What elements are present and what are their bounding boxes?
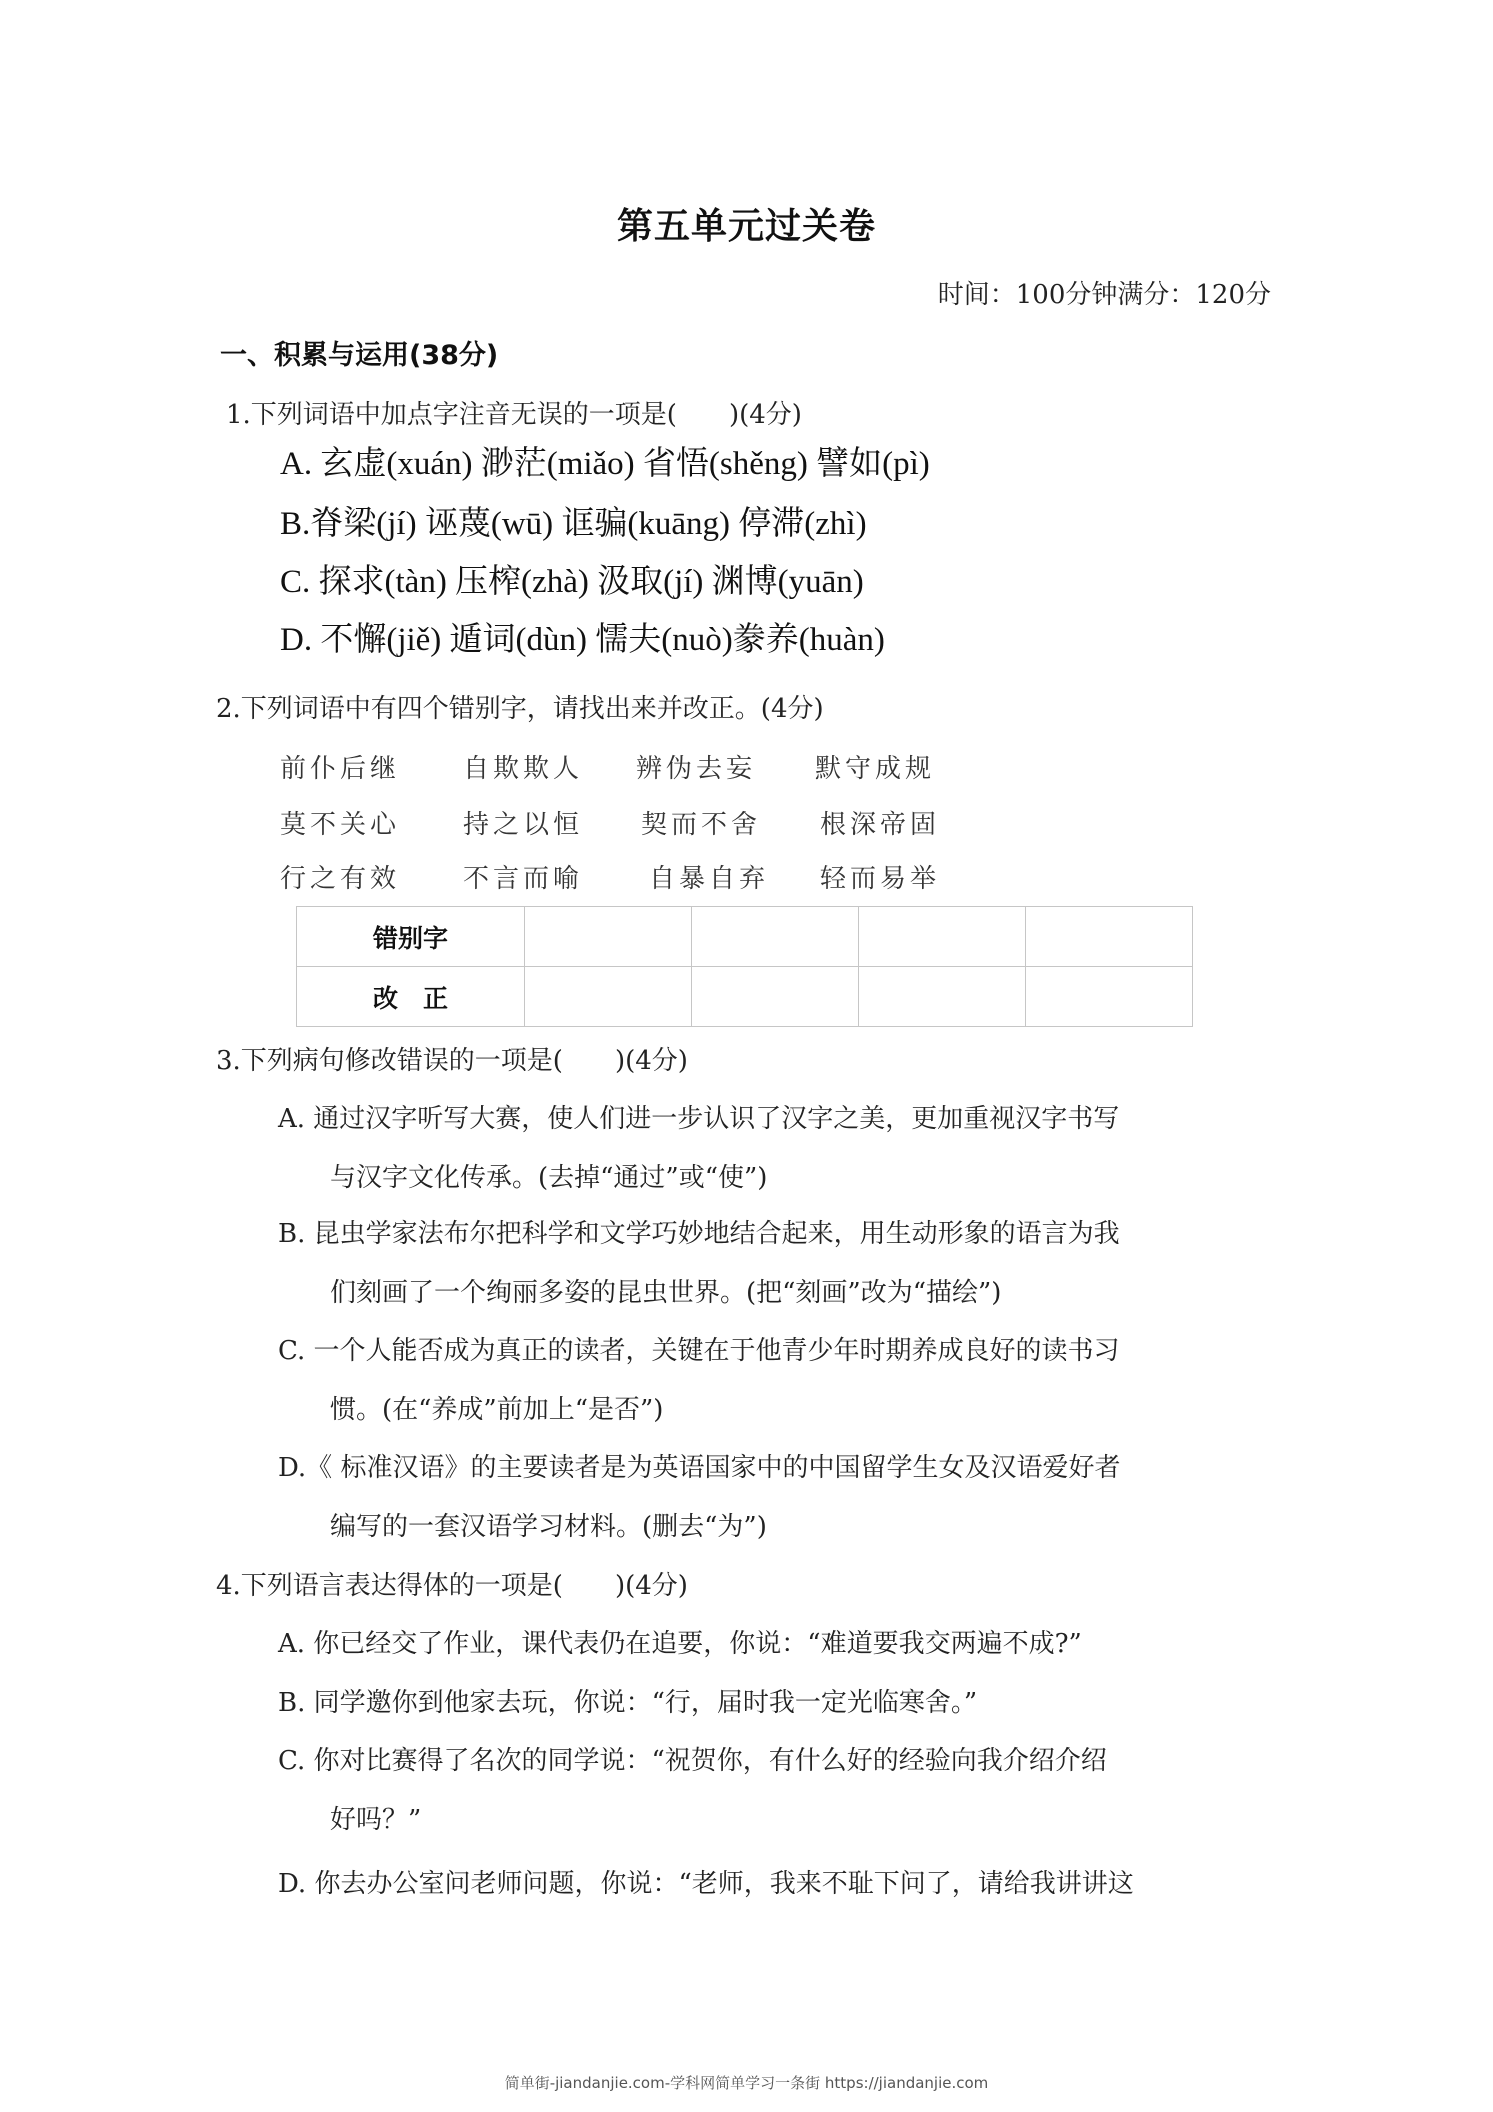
page-title: 第五单元过关卷 [616, 206, 876, 247]
table-row-corrections [297, 967, 1193, 1027]
word-item: 辨伪去妄 [636, 754, 757, 784]
question-1-option-a: A. 玄虚(xuán) 渺茫(miǎo) 省悟(shěng) 譬如(pì) [280, 446, 930, 482]
row-label-wrong-chars: 错别字 [297, 907, 525, 967]
word-item: 根深帝固 [820, 810, 941, 840]
question-3-stem: 3.下列病句修改错误的一项是( )(4分) [216, 1046, 688, 1076]
exam-meta: 时间：100分钟满分：120分 [937, 280, 1271, 310]
word-item: 轻而易举 [820, 864, 941, 894]
question-3-option-a: A. 通过汉字听写大赛，使人们进一步认识了汉字之美，更加重视汉字书写 [278, 1104, 1120, 1134]
question-4-stem: 4.下列语言表达得体的一项是( )(4分) [216, 1571, 688, 1601]
word-item: 自暴自弃 [649, 864, 770, 894]
word-item: 持之以恒 [463, 810, 584, 840]
question-3-option-c: C. 一个人能否成为真正的读者，关键在于他青少年时期养成良好的读书习 [278, 1336, 1120, 1366]
question-2-stem: 2.下列词语中有四个错别字，请找出来并改正。(4分) [216, 694, 824, 724]
word-item: 自欺欺人 [463, 754, 584, 784]
question-3-option-a-cont: 与汉字文化传承。(去掉“通过”或“使”) [330, 1163, 768, 1193]
word-item: 不言而喻 [463, 864, 584, 894]
question-1-stem: 1.下列词语中加点字注音无误的一项是( )(4分) [226, 400, 802, 430]
word-item: 契而不舍 [641, 810, 762, 840]
word-item: 行之有效 [280, 864, 401, 894]
question-1-option-d: D. 不懈(jiě) 遁词(dùn) 懦夫(nuò)豢养(huàn) [280, 622, 885, 658]
correction-table [296, 906, 1193, 1027]
question-4-option-c-cont: 好吗？” [330, 1805, 422, 1835]
question-4-option-d: D. 你去办公室问老师问题，你说：“老师，我来不耻下问了，请给我讲讲这 [278, 1869, 1134, 1899]
section-heading: 一、积累与运用(38分) [220, 340, 499, 371]
question-1-option-b: B.脊梁(jí) 诬蔑(wū) 诓骗(kuāng) 停滞(zhì) [280, 506, 867, 542]
question-3-option-b-cont: 们刻画了一个绚丽多姿的昆虫世界。(把“刻画”改为“描绘”) [330, 1278, 1002, 1308]
word-item: 默守成规 [815, 754, 936, 784]
question-4-option-c: C. 你对比赛得了名次的同学说：“祝贺你，有什么好的经验向我介绍介绍 [278, 1746, 1107, 1776]
answer-cell[interactable] [525, 967, 692, 1027]
answer-cell[interactable] [525, 907, 692, 967]
row-label-corrections: 改 正 [297, 967, 525, 1027]
answer-cell[interactable] [1026, 967, 1193, 1027]
question-3-option-d-cont: 编写的一套汉语学习材料。(删去“为”) [330, 1512, 767, 1542]
answer-cell[interactable] [692, 907, 859, 967]
question-4-option-b: B. 同学邀你到他家去玩，你说：“行，届时我一定光临寒舍。” [278, 1688, 978, 1718]
answer-cell[interactable] [859, 907, 1026, 967]
question-3-option-d: D.《 标准汉语》的主要读者是为英语国家中的中国留学生女及汉语爱好者 [278, 1453, 1121, 1483]
question-1-option-c: C. 探求(tàn) 压榨(zhà) 汲取(jí) 渊博(yuān) [280, 564, 864, 600]
question-3-option-b: B. 昆虫学家法布尔把科学和文学巧妙地结合起来，用生动形象的语言为我 [278, 1219, 1120, 1249]
answer-cell[interactable] [692, 967, 859, 1027]
answer-cell[interactable] [859, 967, 1026, 1027]
answer-cell[interactable] [1026, 907, 1193, 967]
question-4-option-a: A. 你已经交了作业，课代表仍在追要，你说：“难道要我交两遍不成?” [278, 1629, 1082, 1659]
watermark-footer: 简单街-jiandanjie.com-学科网简单学习一条街 https://jiandanjie.com [504, 2074, 989, 2092]
question-3-option-c-cont: 惯。(在“养成”前加上“是否”) [330, 1395, 664, 1425]
table-row-wrong-chars [297, 907, 1193, 967]
word-item: 前仆后继 [280, 754, 401, 784]
word-item: 莫不关心 [280, 810, 401, 840]
